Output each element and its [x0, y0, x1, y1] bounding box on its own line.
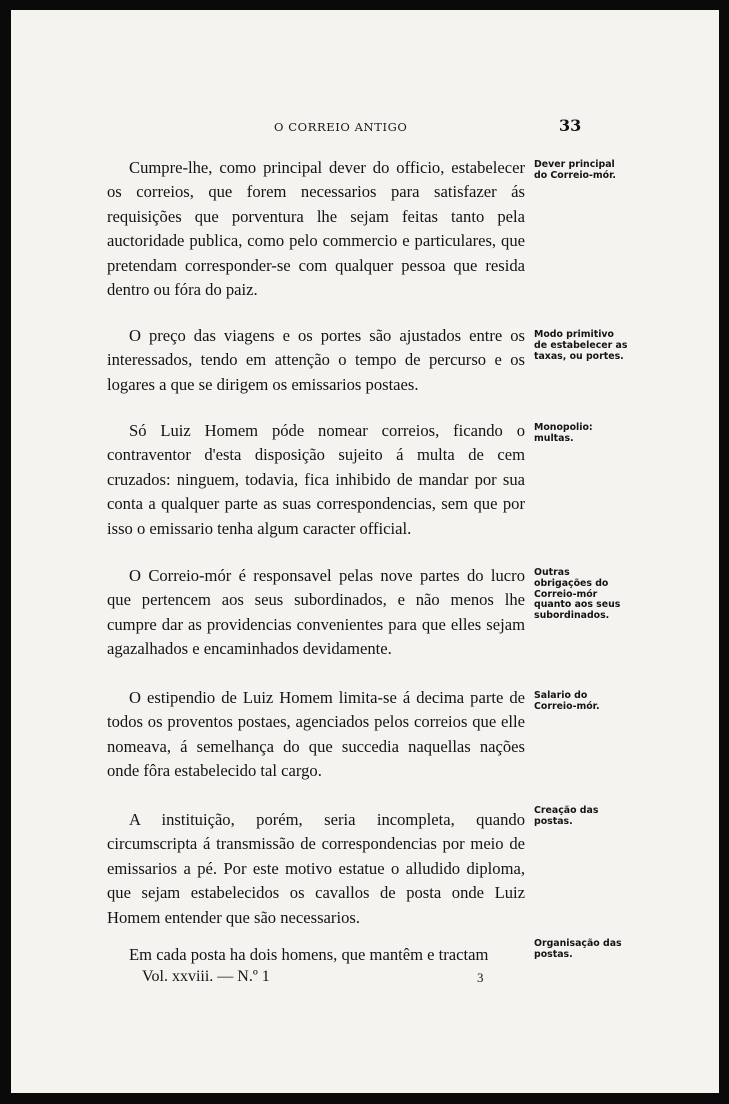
paragraph: O preço das viagens e os portes são ajustados entre os interessados, tendo em attenção o tempo de percurso e os logares a que se dirigem os emissarios postaes. [107, 326, 525, 394]
sheet-number: 3 [477, 970, 484, 985]
margin-note: Creação das postas. [534, 805, 599, 827]
paragraph: Só Luiz Homem póde nomear correios, ficando o contraventor d'esta disposição sujeito á multa de cem cruzados: ninguem, todavia, fica inhibido de mandar por sua conta a qualquer parte as suas correspondencias, sem que por isso o emissario tenha algum caracter official. [107, 421, 525, 538]
paragraph: Cumpre-lhe, como principal dever do officio, estabelecer os correios, que forem necessarios para satisfazer ás requisições que porventura lhe sejam feitas tanto pela auctoridade publica, como pelo commercio e particulares, que pretendam corresponder-se com qualquer pessoa que resida dentro ou fóra do paiz. [107, 158, 525, 300]
page-number: 33 [559, 116, 582, 135]
paragraph: O Correio-mór é responsavel pelas nove partes do lucro que pertencem aos seus subordinados, e não menos lhe cumpre dar as providencias convenientes para que elles sejam agazalhados e encaminhados devidamente. [107, 566, 525, 659]
margin-note: Outras obrigações do Correio-mór quanto aos seus subordinados. [534, 567, 621, 622]
margin-note: Dever principal do Correio-mór. [534, 159, 616, 181]
margin-note: Organisação das postas. [534, 938, 622, 960]
margin-note: Modo primitivo de estabelecer as taxas, ou portes. [534, 329, 628, 362]
volume-signature: Vol. xxviii. — N.º 1 [142, 968, 270, 985]
page-footer [11, 968, 719, 990]
paragraph: Em cada posta ha dois homens, que mantêm e tractam [129, 945, 489, 964]
margin-note: Monopolio: multas. [534, 422, 593, 444]
paragraph: A instituição, porém, seria incompleta, quando circumscripta á transmissão de correspondencias por meio de emissarios a pé. Por este motivo estatue o alludido diploma, que sejam estabelecidos os cavallos de posta onde Luiz Homem entender que são necessarios. [107, 810, 525, 927]
margin-note: Salario do Correio-mór. [534, 690, 600, 712]
running-title: O CORREIO ANTIGO [274, 120, 408, 134]
paragraph: O estipendio de Luiz Homem limita-se á decima parte de todos os proventos postaes, agenciados pelos correios que elle nomeava, á semelhança do que succedia naquellas nações onde fôra estabelecido tal cargo. [107, 688, 525, 781]
book-page [11, 10, 719, 1093]
page-header [11, 116, 719, 138]
